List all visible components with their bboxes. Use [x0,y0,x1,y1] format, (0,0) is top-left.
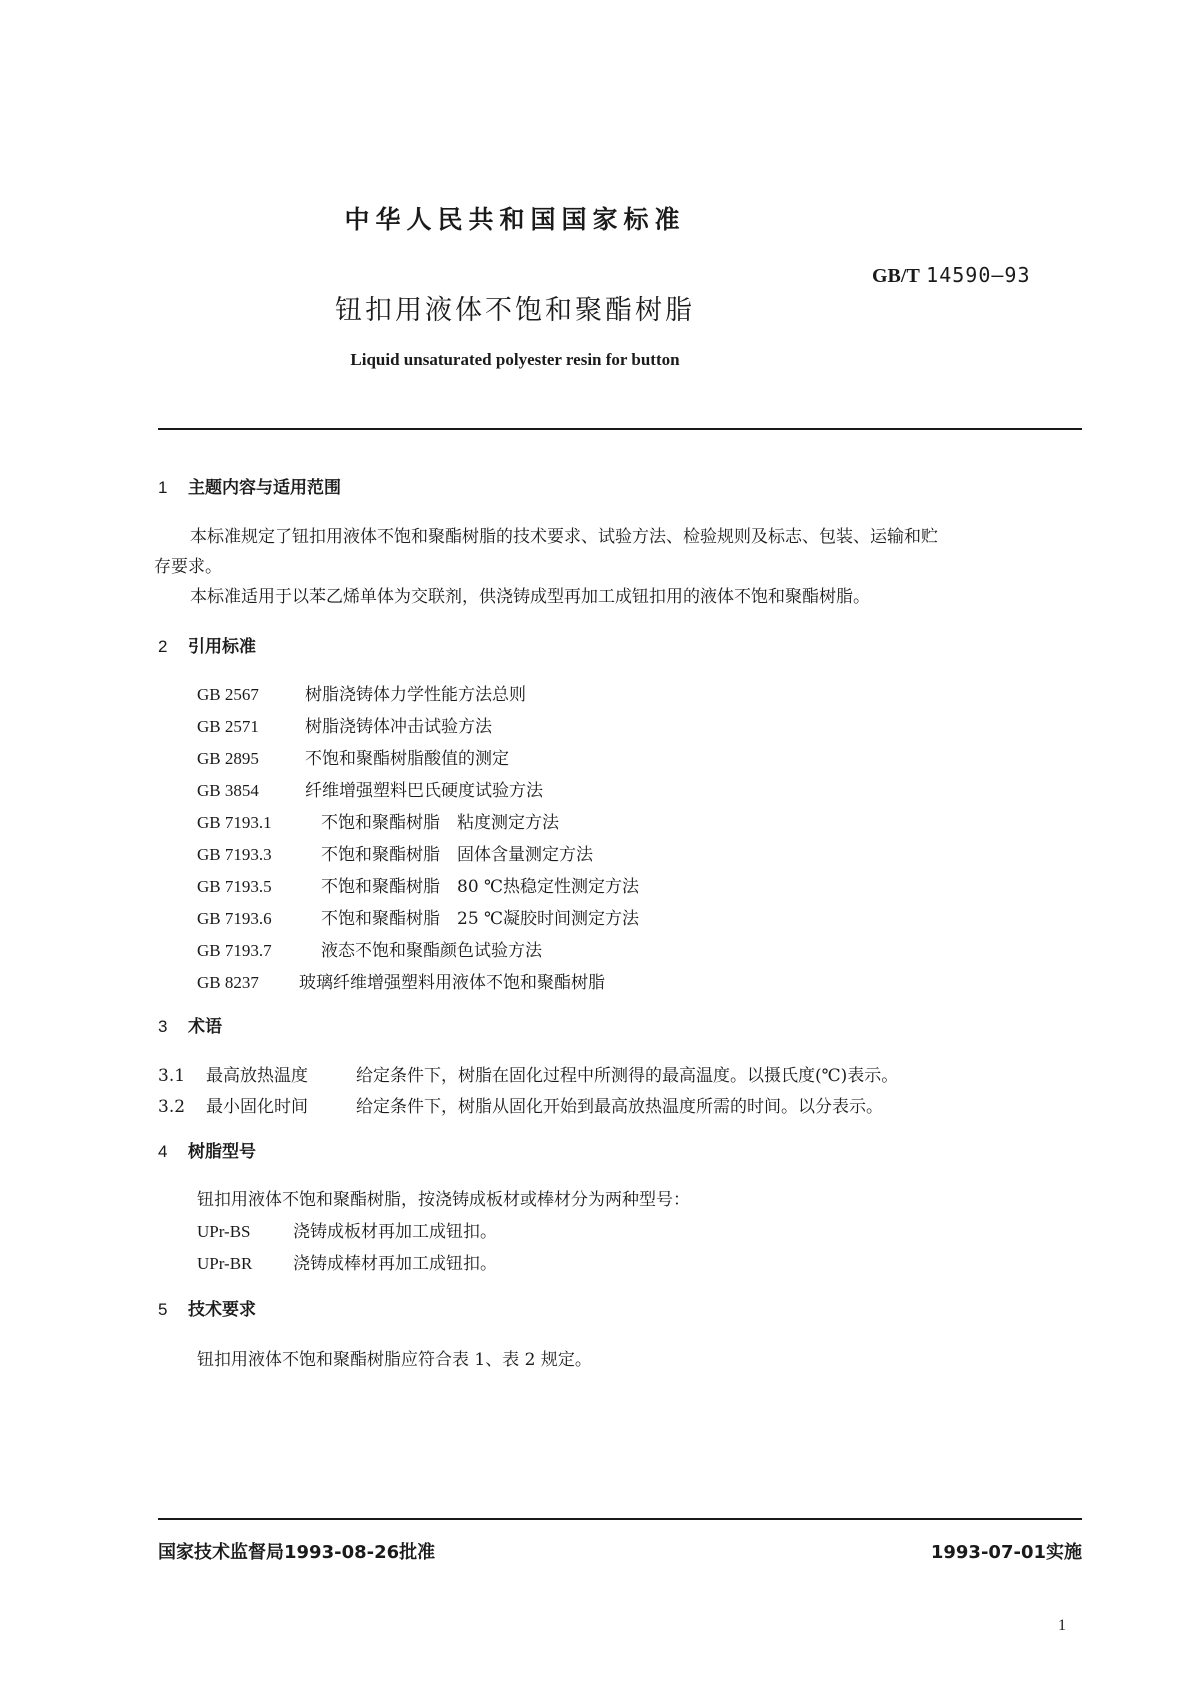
type-item [197,1249,497,1274]
reference-code: GB 7193.1 [197,813,272,832]
reference-name: 液态不饱和聚酯颜色试验方法 [321,941,542,961]
reference-code: GB 2567 [197,685,259,704]
reference-name: 不饱和聚酯树脂 80 ℃热稳定性测定方法 [321,877,640,897]
reference-item [197,808,559,833]
implementation-date: 1993-07-01实施 [930,1542,1082,1563]
reference-code: GB 8237 [197,973,259,992]
section-5-heading [158,1295,256,1320]
section-title: 引用标准 [188,637,256,657]
reference-item [197,680,526,705]
term-name: 最小固化时间 [206,1097,308,1117]
term-name: 最高放热温度 [206,1066,308,1086]
section-1-para-2: 本标准适用于以苯乙烯单体为交联剂，供浇铸成型再加工成钮扣用的液体不饱和聚酯树脂。 [190,587,870,607]
term-item [158,1061,898,1086]
standard-code-prefix: GB/T [872,265,920,287]
section-title: 术语 [188,1017,222,1037]
term-number: 3.2 [158,1097,186,1117]
standard-code [872,263,1030,288]
section-1-para-1-line-2: 存要求。 [154,557,222,577]
type-description: 浇铸成棒材再加工成钮扣。 [293,1254,497,1274]
reference-code: GB 7193.6 [197,909,272,928]
document-title-en: Liquid unsaturated polyester resin for button [350,350,680,369]
reference-item [197,904,639,929]
section-4-heading [158,1137,256,1162]
reference-item [197,712,492,737]
section-4-intro: 钮扣用液体不饱和聚酯树脂，按浇铸成板材或棒材分为两种型号： [197,1190,690,1210]
section-title: 树脂型号 [188,1142,256,1162]
term-item [158,1092,883,1117]
standard-code-number: 14590—93 [926,263,1031,287]
national-standard-heading: 中华人民共和国国家标准 [344,205,686,234]
reference-name: 不饱和聚酯树脂 固体含量测定方法 [321,845,593,865]
reference-name: 不饱和聚酯树脂 25 ℃凝胶时间测定方法 [321,909,640,929]
term-definition: 给定条件下，树脂在固化过程中所测得的最高温度。以摄氏度(℃)表示。 [356,1066,899,1086]
reference-code: GB 7193.3 [197,845,272,864]
type-description: 浇铸成板材再加工成钮扣。 [293,1222,497,1242]
term-definition: 给定条件下，树脂从固化开始到最高放热温度所需的时间。以分表示。 [356,1097,883,1117]
reference-item [197,840,593,865]
reference-item [197,968,605,993]
reference-item [197,744,509,769]
page-number: 1 [1058,1617,1066,1634]
section-5-para: 钮扣用液体不饱和聚酯树脂应符合表 1、表 2 规定。 [197,1350,592,1370]
document-title-cn: 钮扣用液体不饱和聚酯树脂 [335,295,695,326]
section-title: 主题内容与适用范围 [188,478,341,498]
section-number: 5 [158,1300,168,1319]
reference-name: 不饱和聚酯树脂酸值的测定 [305,749,509,769]
section-3-heading [158,1012,222,1037]
section-number: 2 [158,637,168,656]
reference-name: 不饱和聚酯树脂 粘度测定方法 [321,813,559,833]
section-1-heading [158,473,341,498]
reference-name: 玻璃纤维增强塑料用液体不饱和聚酯树脂 [299,973,605,993]
type-item [197,1217,497,1242]
section-title: 技术要求 [188,1300,256,1320]
reference-item [197,936,542,961]
footer-divider [158,1518,1082,1520]
type-code: UPr-BR [197,1254,253,1273]
reference-name: 树脂浇铸体冲击试验方法 [305,717,492,737]
approval-date: 国家技术监督局1993-08-26批准 [158,1542,436,1563]
section-1-para-1-line-1: 本标准规定了钮扣用液体不饱和聚酯树脂的技术要求、试验方法、检验规则及标志、包装、运输和贮 [190,527,938,547]
reference-item [197,872,639,897]
reference-name: 树脂浇铸体力学性能方法总则 [305,685,526,705]
term-number: 3.1 [158,1066,186,1086]
reference-name: 纤维增强塑料巴氏硬度试验方法 [305,781,543,801]
reference-code: GB 2571 [197,717,259,736]
type-code: UPr-BS [197,1222,251,1241]
section-2-heading [158,632,256,657]
reference-code: GB 3854 [197,781,259,800]
section-number: 4 [158,1142,168,1161]
reference-code: GB 7193.5 [197,877,272,896]
reference-item [197,776,543,801]
header-divider [158,428,1082,430]
section-number: 1 [158,478,168,497]
reference-code: GB 2895 [197,749,259,768]
reference-code: GB 7193.7 [197,941,272,960]
section-number: 3 [158,1017,168,1036]
